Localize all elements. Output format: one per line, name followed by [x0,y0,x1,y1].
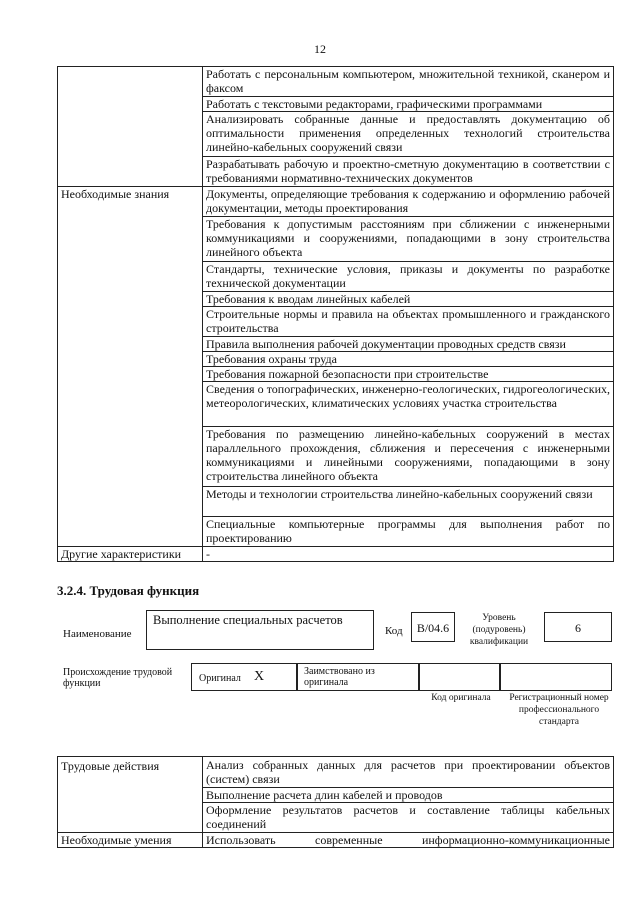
competency-table [57,66,614,562]
reg-number-caption: Регистрационный номер профессионального стандарта [509,693,609,727]
reg-number-box [500,663,612,691]
table-row [58,547,614,562]
table-row [58,757,614,788]
row-label [58,67,203,187]
orig-code-caption: Код оригинала [431,693,491,703]
labor-actions-table [57,756,614,848]
page-number: 12 [314,42,326,56]
row-value: Требования охраны труда [203,352,614,367]
row-value: Работать с текстовыми редакторами, графическими программами [203,97,614,112]
name-label: Наименование [63,628,132,640]
row-value: Документы, определяющие требования к содержанию и оформлению рабочей документации, методы проектирования [203,187,614,217]
code-label: Код [385,625,403,637]
section-title: 3.2.4. Трудовая функция [57,583,200,598]
level-box [544,612,612,642]
table-row [58,67,614,97]
row-value: Разрабатывать рабочую и проектно-сметную документацию в соответствии с требованиями нормативно-технических документов [203,157,614,187]
row-value: Требования к допустимым расстояниям при сближении с инженерными коммуникациями и сооружениями, попадающими в зону строительства линейного объекта [203,217,614,262]
row-value: Стандарты, технические условия, приказы и документы по разработке технической документации [203,262,614,292]
row-value: Правила выполнения рабочей документации проводных средств связи [203,337,614,352]
row-label-skills: Необходимые умения [58,833,203,848]
original-mark: X [254,669,265,684]
row-value: Методы и технологии строительства линейно-кабельных сооружений связи [203,487,614,517]
row-value: Использовать современные информационно-коммуникационные [203,833,614,848]
original-box [191,663,297,691]
row-value: Оформление результатов расчетов и составление таблицы кабельных соединений [203,803,614,833]
table-row [58,833,614,848]
row-value: Анализировать собранные данные и предоставлять документацию об оптимальности применения определенных технологий строительства линейно-кабельных сооружений связи [203,112,614,157]
borrowed-label: Заимствовано из оригинала [304,666,375,688]
original-label: Оригинал [199,673,241,684]
row-value: Работать с персональным компьютером, множительной техникой, сканером и факсом [203,67,614,97]
code-box [411,612,455,642]
level-label: Уровень (подуровень) квалификации [469,613,529,647]
level-value: 6 [575,621,581,635]
row-value: Требования по размещению линейно-кабельных сооружений в местах параллельного прохождения, сближения и пересечения с инженерными коммуникациями и линейными сооружениями, попадающими в зону строительства линейного объекта [203,427,614,487]
row-label-knowledge: Необходимые знания [58,187,203,547]
origin-label: Происхождение трудовой функции [63,667,173,689]
row-value: Требования к вводам линейных кабелей [203,292,614,307]
row-value: Строительные нормы и правила на объектах промышленного и гражданского строительства [203,307,614,337]
row-value: Специальные компьютерные программы для выполнения работ по проектированию [203,517,614,547]
table-row [58,187,614,217]
orig-code-box [419,663,500,691]
row-label-other: Другие характеристики [58,547,203,562]
row-label-actions: Трудовые действия [58,757,203,833]
row-value: Сведения о топографических, инженерно-геологических, гидрогеологических, метеорологических, климатических условиях участка строительства [203,382,614,427]
row-value: - [203,547,614,562]
name-box [146,610,374,650]
name-value: Выполнение специальных расчетов [153,613,343,627]
row-value: Выполнение расчета длин кабелей и проводов [203,788,614,803]
row-value: Требования пожарной безопасности при строительстве [203,367,614,382]
borrowed-box [297,663,419,691]
code-value: B/04.6 [416,621,450,635]
row-value: Анализ собранных данных для расчетов при проектировании объектов (систем) связи [203,757,614,788]
